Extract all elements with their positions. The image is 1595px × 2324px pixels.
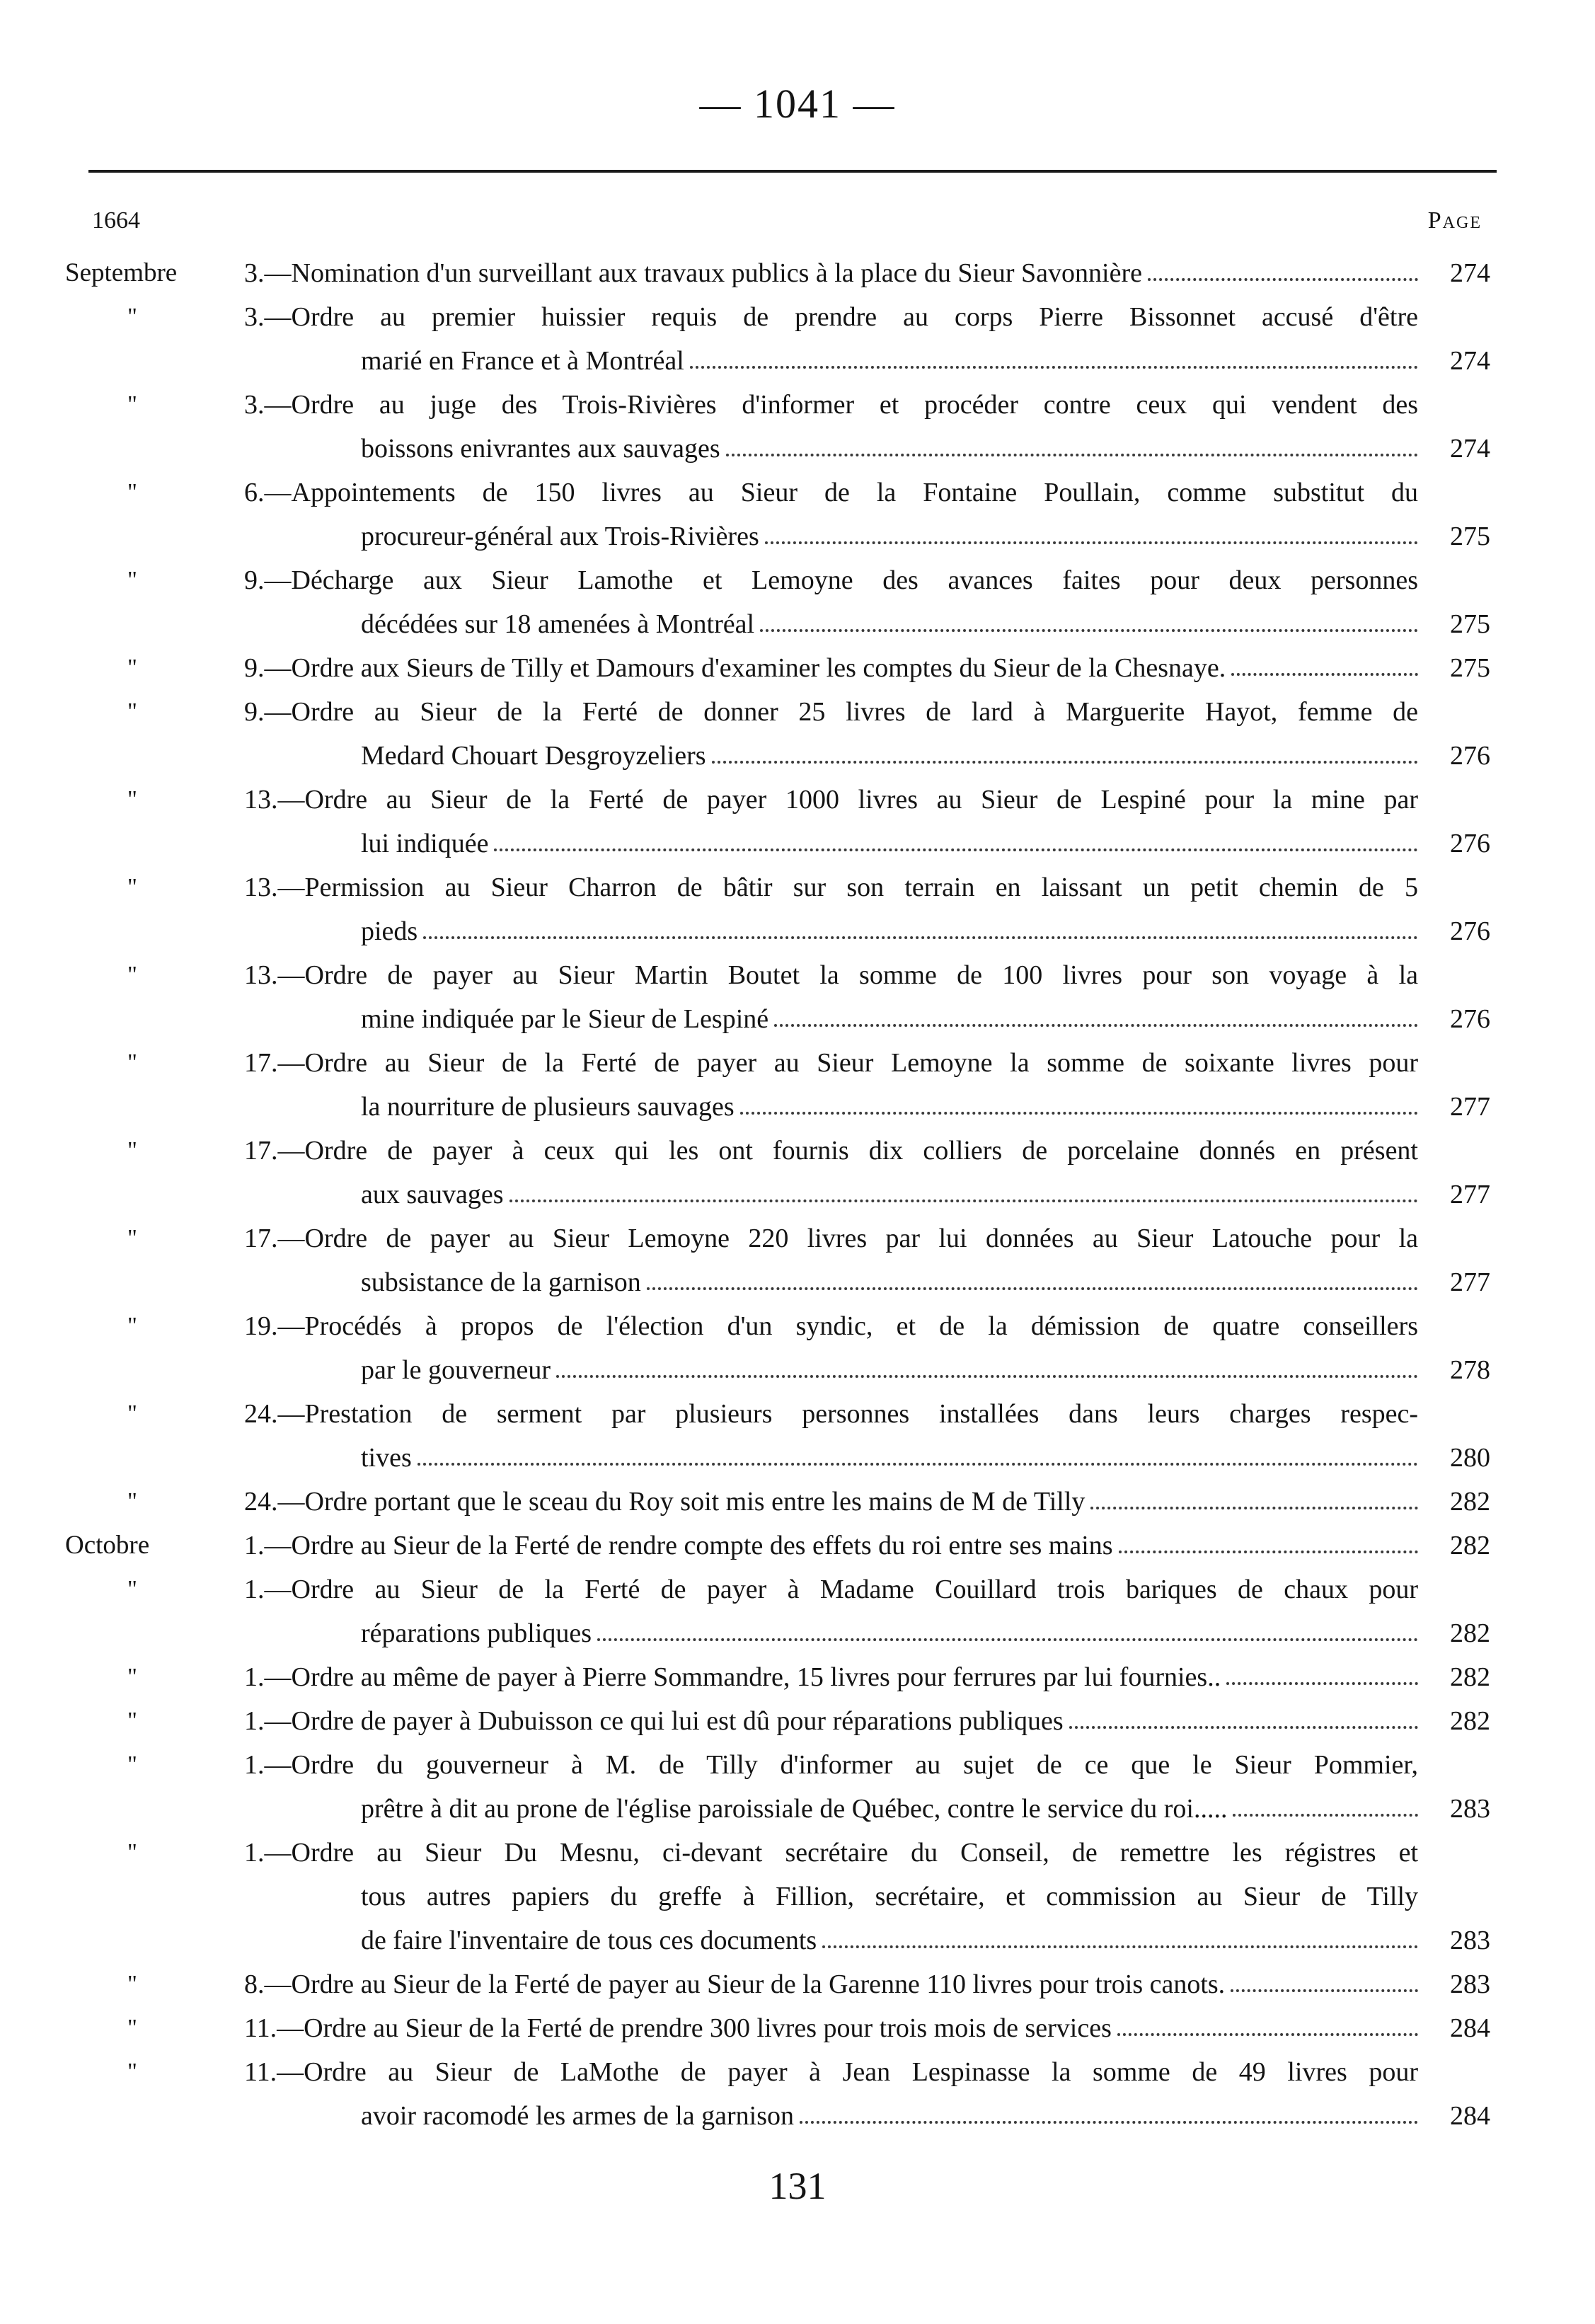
entry-text: décédées sur 18 amenées à Montréal xyxy=(361,609,755,639)
entry-text: 11.—Ordre au Sieur de LaMothe de payer à Jean Lespinasse la somme de 49 livres pour xyxy=(244,2057,1418,2087)
entry-line xyxy=(0,778,1595,822)
entry-text: de faire l'inventaire de tous ces documents xyxy=(361,1926,817,1955)
toc-entry xyxy=(0,1567,1595,1655)
ditto-mark: " xyxy=(127,1488,137,1514)
ditto-mark: " xyxy=(127,2059,137,2085)
dot-leader xyxy=(1226,1655,1418,1699)
entry-line xyxy=(0,427,1595,471)
entry-line xyxy=(0,1216,1595,1260)
entry-text: lui indiquée xyxy=(361,829,489,858)
dot-leader xyxy=(800,2094,1418,2138)
page-reference: 282 xyxy=(1450,1531,1490,1560)
toc-entry xyxy=(0,1480,1595,1524)
toc-entry xyxy=(0,1831,1595,1962)
ditto-mark: " xyxy=(127,391,137,418)
toc-entry xyxy=(0,1962,1595,2006)
ditto-mark: " xyxy=(127,2015,137,2041)
page-reference: 278 xyxy=(1450,1355,1490,1385)
entry-text: 1.—Ordre au Sieur de la Ferté de payer à Madame Couillard trois bariques de chaux pour xyxy=(244,1575,1418,1604)
entry-text: avoir racomodé les armes de la garnison xyxy=(361,2101,794,2131)
entry-text: 1.—Ordre au même de payer à Pierre Sommandre, 15 livres pour ferrures par lui fournies.. xyxy=(244,1662,1221,1692)
toc-entry xyxy=(0,558,1595,646)
ditto-mark: " xyxy=(127,1576,137,1602)
page-reference: 275 xyxy=(1450,653,1490,683)
page-reference: 282 xyxy=(1450,1487,1490,1517)
entry-line xyxy=(0,953,1595,997)
ditto-mark: " xyxy=(127,962,137,988)
entry-text: 19.—Procédés à propos de l'élection d'un syndic, et de la démission de quatre conseillers xyxy=(244,1311,1418,1341)
entry-text: Medard Chouart Desgroyzeliers xyxy=(361,741,706,771)
entry-line xyxy=(0,1085,1595,1129)
page-reference: 274 xyxy=(1450,258,1490,288)
ditto-mark: " xyxy=(127,1708,137,1734)
entry-text: réparations publiques xyxy=(361,1618,592,1648)
dot-leader xyxy=(765,514,1418,558)
entry-text: 8.—Ordre au Sieur de la Ferté de payer au Sieur de la Garenne 110 livres pour trois canots. xyxy=(244,1969,1226,1999)
entry-text: 9.—Ordre au Sieur de la Ferté de donner 25 livres de lard à Marguerite Hayot, femme de xyxy=(244,697,1418,727)
folio-number: 131 xyxy=(768,2165,827,2207)
ditto-mark: " xyxy=(127,1971,137,1997)
entry-line xyxy=(0,1875,1595,1919)
ditto-mark: " xyxy=(127,1049,137,1076)
page-reference: 283 xyxy=(1450,1926,1490,1955)
dot-leader xyxy=(712,734,1418,778)
entry-line xyxy=(0,1524,1595,1567)
toc-entry xyxy=(0,1699,1595,1743)
entry-line xyxy=(0,383,1595,427)
entry-text: subsistance de la garnison xyxy=(361,1267,641,1297)
ditto-mark: " xyxy=(127,1751,137,1778)
toc-entry xyxy=(0,1304,1595,1392)
entry-text: marié en France et à Montréal xyxy=(361,346,684,376)
dot-leader xyxy=(822,1919,1418,1962)
entry-line xyxy=(0,514,1595,558)
header-rule xyxy=(88,170,1497,173)
entry-line xyxy=(0,690,1595,734)
entry-text: 24.—Prestation de serment par plusieurs personnes installées dans leurs charges respec- xyxy=(244,1399,1418,1429)
ditto-mark: " xyxy=(127,1137,137,1163)
entry-line xyxy=(0,822,1595,865)
page-reference: 283 xyxy=(1450,1969,1490,1999)
entry-line xyxy=(0,909,1595,953)
ditto-mark: " xyxy=(127,874,137,900)
page-reference: 277 xyxy=(1450,1180,1490,1209)
entry-text: 9.—Décharge aux Sieur Lamothe et Lemoyne des avances faites pour deux personnes xyxy=(244,565,1418,595)
entry-line xyxy=(0,1743,1595,1787)
toc-entry xyxy=(0,953,1595,1041)
entry-line xyxy=(0,1436,1595,1480)
entry-text: 13.—Ordre au Sieur de la Ferté de payer 1000 livres au Sieur de Lespiné pour la mine par xyxy=(244,785,1418,815)
toc-entry xyxy=(0,865,1595,953)
toc-entry xyxy=(0,1743,1595,1831)
entry-text: pieds xyxy=(361,916,418,946)
entry-text: procureur-général aux Trois-Rivières xyxy=(361,522,759,551)
dot-leader xyxy=(556,1348,1418,1392)
toc-entry xyxy=(0,383,1595,471)
entry-text: 24.—Ordre portant que le sceau du Roy soit mis entre les mains de M de Tilly xyxy=(244,1487,1086,1517)
page-reference: 283 xyxy=(1450,1794,1490,1824)
toc-entry xyxy=(0,778,1595,865)
toc-entry xyxy=(0,690,1595,778)
entry-text: par le gouverneur xyxy=(361,1355,551,1385)
entry-text: 1.—Ordre au Sieur Du Mesnu, ci-devant secrétaire du Conseil, de remettre les régistres et xyxy=(244,1838,1418,1868)
entry-line xyxy=(0,997,1595,1041)
dot-leader xyxy=(1117,2006,1418,2050)
page-number: — 1041 — xyxy=(699,81,896,127)
entry-line xyxy=(0,471,1595,514)
dot-leader xyxy=(1069,1699,1418,1743)
entry-line xyxy=(0,339,1595,383)
toc-entry xyxy=(0,471,1595,558)
entry-line xyxy=(0,1348,1595,1392)
dot-leader xyxy=(774,997,1418,1041)
entry-line xyxy=(0,1831,1595,1875)
page-reference: 280 xyxy=(1450,1443,1490,1473)
page-reference: 274 xyxy=(1450,434,1490,464)
page-reference: 276 xyxy=(1450,916,1490,946)
entry-text: aux sauvages xyxy=(361,1180,504,1209)
dot-leader xyxy=(597,1611,1418,1655)
dot-leader xyxy=(423,909,1418,953)
entry-line xyxy=(0,2006,1595,2050)
dot-leader xyxy=(1233,1787,1418,1831)
entry-text: 1.—Ordre au Sieur de la Ferté de rendre compte des effets du roi entre ses mains xyxy=(244,1531,1113,1560)
page-reference: 284 xyxy=(1450,2013,1490,2043)
page-column-heading: Page xyxy=(1427,207,1482,234)
ditto-mark: " xyxy=(127,567,137,593)
dot-leader xyxy=(726,427,1418,471)
entry-text: 6.—Appointements de 150 livres au Sieur de la Fontaine Poullain, comme substitut du xyxy=(244,478,1418,507)
page-reference: 276 xyxy=(1450,1004,1490,1034)
entry-line xyxy=(0,1129,1595,1173)
entry-line xyxy=(0,1567,1595,1611)
page-reference: 277 xyxy=(1450,1092,1490,1122)
entry-text: mine indiquée par le Sieur de Lespiné xyxy=(361,1004,769,1034)
page-reference: 275 xyxy=(1450,522,1490,551)
dot-leader xyxy=(1090,1480,1418,1524)
page-reference: 275 xyxy=(1450,609,1490,639)
page-reference: 277 xyxy=(1450,1267,1490,1297)
toc-entry xyxy=(0,1392,1595,1480)
toc-entry xyxy=(0,1041,1595,1129)
entry-line xyxy=(0,2050,1595,2094)
dot-leader xyxy=(1119,1524,1418,1567)
entry-line xyxy=(0,1304,1595,1348)
entry-line xyxy=(0,1392,1595,1436)
toc-entry xyxy=(0,2006,1595,2050)
entry-line xyxy=(0,251,1595,295)
page-reference: 274 xyxy=(1450,346,1490,376)
entry-line xyxy=(0,1041,1595,1085)
page-reference: 282 xyxy=(1450,1706,1490,1736)
entry-text: tous autres papiers du greffe à Fillion, secrétaire, et commission au Sieur de Tilly xyxy=(361,1882,1418,1911)
entry-line xyxy=(0,1699,1595,1743)
entry-text: tives xyxy=(361,1443,412,1473)
entry-text: 13.—Permission au Sieur Charron de bâtir sur son terrain en laissant un petit chemin de 5 xyxy=(244,873,1418,902)
page-reference: 282 xyxy=(1450,1662,1490,1692)
entry-text: 13.—Ordre de payer au Sieur Martin Boutet la somme de 100 livres pour son voyage à la xyxy=(244,960,1418,990)
column-header xyxy=(0,209,1595,237)
ditto-mark: " xyxy=(127,1313,137,1339)
ditto-mark: " xyxy=(127,479,137,505)
ditto-mark: " xyxy=(127,1400,137,1427)
entry-line xyxy=(0,1962,1595,2006)
entry-text: 3.—Nomination d'un surveillant aux travaux publics à la place du Sieur Savonnière xyxy=(244,258,1142,288)
ditto-mark: " xyxy=(127,786,137,812)
toc-entry xyxy=(0,1216,1595,1304)
toc-entry xyxy=(0,646,1595,690)
toc-entry xyxy=(0,1129,1595,1216)
toc-entry xyxy=(0,251,1595,295)
year-heading: 1664 xyxy=(92,207,140,234)
dot-leader xyxy=(1231,646,1418,690)
entry-line xyxy=(0,1480,1595,1524)
ditto-mark: " xyxy=(127,1664,137,1690)
ditto-mark: " xyxy=(127,1225,137,1251)
page-reference: 276 xyxy=(1450,829,1490,858)
entry-text: 17.—Ordre de payer au Sieur Lemoyne 220 livres par lui données au Sieur Latouche pour la xyxy=(244,1224,1418,1253)
entry-text: prêtre à dit au prone de l'église paroissiale de Québec, contre le service du roi..... xyxy=(361,1794,1228,1824)
entry-line xyxy=(0,1919,1595,1962)
entry-text: boissons enivrantes aux sauvages xyxy=(361,434,720,464)
dot-leader xyxy=(760,602,1418,646)
entry-line xyxy=(0,734,1595,778)
ditto-mark: " xyxy=(127,304,137,330)
entry-text: 17.—Ordre au Sieur de la Ferté de payer au Sieur Lemoyne la somme de soixante livres pour xyxy=(244,1048,1418,1078)
ditto-mark: " xyxy=(127,1839,137,1865)
entry-line xyxy=(0,1787,1595,1831)
entry-line xyxy=(0,1260,1595,1304)
entry-line xyxy=(0,2094,1595,2138)
dot-leader xyxy=(647,1260,1418,1304)
entry-text: la nourriture de plusieurs sauvages xyxy=(361,1092,735,1122)
entry-text: 1.—Ordre du gouverneur à M. de Tilly d'informer au sujet de ce que le Sieur Pommier, xyxy=(244,1750,1418,1780)
entry-text: 11.—Ordre au Sieur de la Ferté de prendre 300 livres pour trois mois de services xyxy=(244,2013,1112,2043)
entry-line xyxy=(0,1611,1595,1655)
entry-text: 3.—Ordre au juge des Trois-Rivières d'informer et procéder contre ceux qui vendent des xyxy=(244,390,1418,420)
page-reference: 284 xyxy=(1450,2101,1490,2131)
entry-text: 9.—Ordre aux Sieurs de Tilly et Damours d'examiner les comptes du Sieur de la Chesnaye. xyxy=(244,653,1226,683)
entry-line xyxy=(0,1655,1595,1699)
entry-line xyxy=(0,295,1595,339)
toc-entry xyxy=(0,1655,1595,1699)
entry-line xyxy=(0,602,1595,646)
entry-line xyxy=(0,865,1595,909)
toc-entry xyxy=(0,295,1595,383)
toc-entry xyxy=(0,2050,1595,2138)
entry-line xyxy=(0,558,1595,602)
ditto-mark: " xyxy=(127,655,137,681)
month-label: Octobre xyxy=(65,1531,150,1560)
entry-text: 3.—Ordre au premier huissier requis de prendre au corps Pierre Bissonnet accusé d'être xyxy=(244,302,1418,332)
dot-leader xyxy=(509,1173,1418,1216)
entry-text: 17.—Ordre de payer à ceux qui les ont fournis dix colliers de porcelaine donnés en présent xyxy=(244,1136,1418,1166)
dot-leader xyxy=(740,1085,1418,1129)
dot-leader xyxy=(418,1436,1418,1480)
dot-leader xyxy=(1148,251,1418,295)
entry-text: 1.—Ordre de payer à Dubuisson ce qui lui est dû pour réparations publiques xyxy=(244,1706,1064,1736)
dot-leader xyxy=(1231,1962,1418,2006)
toc-entry xyxy=(0,1524,1595,1567)
entry-line xyxy=(0,646,1595,690)
page-reference: 276 xyxy=(1450,741,1490,771)
dot-leader xyxy=(494,822,1418,865)
ditto-mark: " xyxy=(127,698,137,725)
dot-leader xyxy=(690,339,1418,383)
month-label: Septembre xyxy=(65,258,178,287)
entry-line xyxy=(0,1173,1595,1216)
page-reference: 282 xyxy=(1450,1618,1490,1648)
